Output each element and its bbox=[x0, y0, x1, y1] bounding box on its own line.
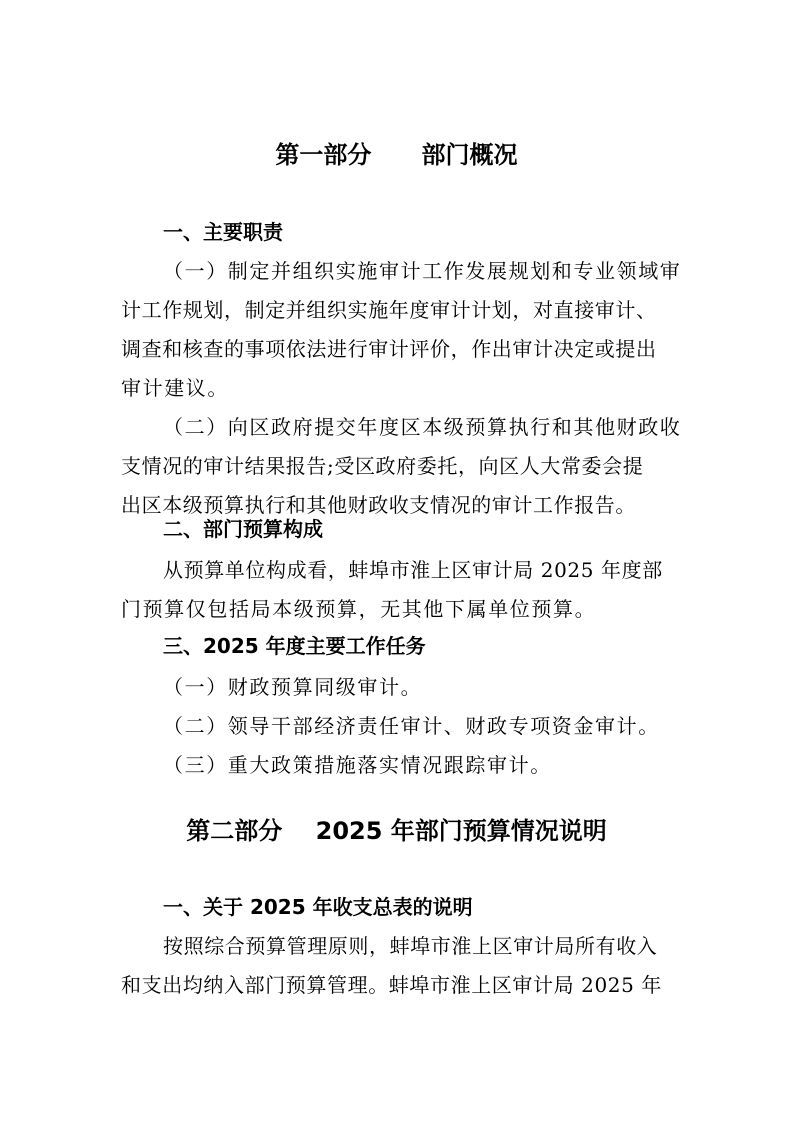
paragraph-line: 支情况的审计结果报告;受区政府委托，向区人大常委会提 bbox=[121, 454, 644, 478]
paragraph-line: 和支出均纳入部门预算管理。蚌埠市淮上区审计局 2025 年 bbox=[121, 973, 663, 997]
paragraph-line: （二）领导干部经济责任审计、财政专项资金审计。 bbox=[163, 714, 660, 738]
part1-section1-heading: 一、主要职责 bbox=[163, 220, 283, 244]
part2-section1-heading: 一、关于 2025 年收支总表的说明 bbox=[163, 895, 473, 919]
paragraph-line: 出区本级预算执行和其他财政收支情况的审计工作报告。 bbox=[121, 493, 636, 517]
paragraph-line: 审计建议。 bbox=[121, 376, 229, 400]
paragraph-line: 计工作规划，制定并组织实施年度审计计划，对直接审计、 bbox=[121, 298, 657, 322]
part1-section3-heading: 三、2025 年度主要工作任务 bbox=[163, 634, 426, 658]
part2-title: 第二部分 2025 年部门预算情况说明 bbox=[186, 817, 607, 845]
paragraph-line: （一）制定并组织实施审计工作发展规划和专业领域审 bbox=[163, 259, 682, 283]
paragraph-line: 调查和核查的事项依法进行审计评价，作出审计决定或提出 bbox=[121, 337, 657, 361]
part1-title: 第一部分 部门概况 bbox=[275, 141, 518, 169]
paragraph-line: （一）财政预算同级审计。 bbox=[163, 675, 423, 699]
part1-section2-heading: 二、部门预算构成 bbox=[163, 517, 323, 541]
paragraph-line: （二）向区政府提交年度区本级预算执行和其他财政收 bbox=[163, 415, 682, 439]
paragraph-line: 按照综合预算管理原则，蚌埠市淮上区审计局所有收入 bbox=[163, 934, 658, 958]
paragraph-line: （三）重大政策措施落实情况跟踪审计。 bbox=[163, 753, 552, 777]
paragraph-line: 门预算仅包括局本级预算，无其他下属单位预算。 bbox=[121, 597, 597, 621]
paragraph-line: 从预算单位构成看，蚌埠市淮上区审计局 2025 年度部 bbox=[163, 558, 663, 582]
